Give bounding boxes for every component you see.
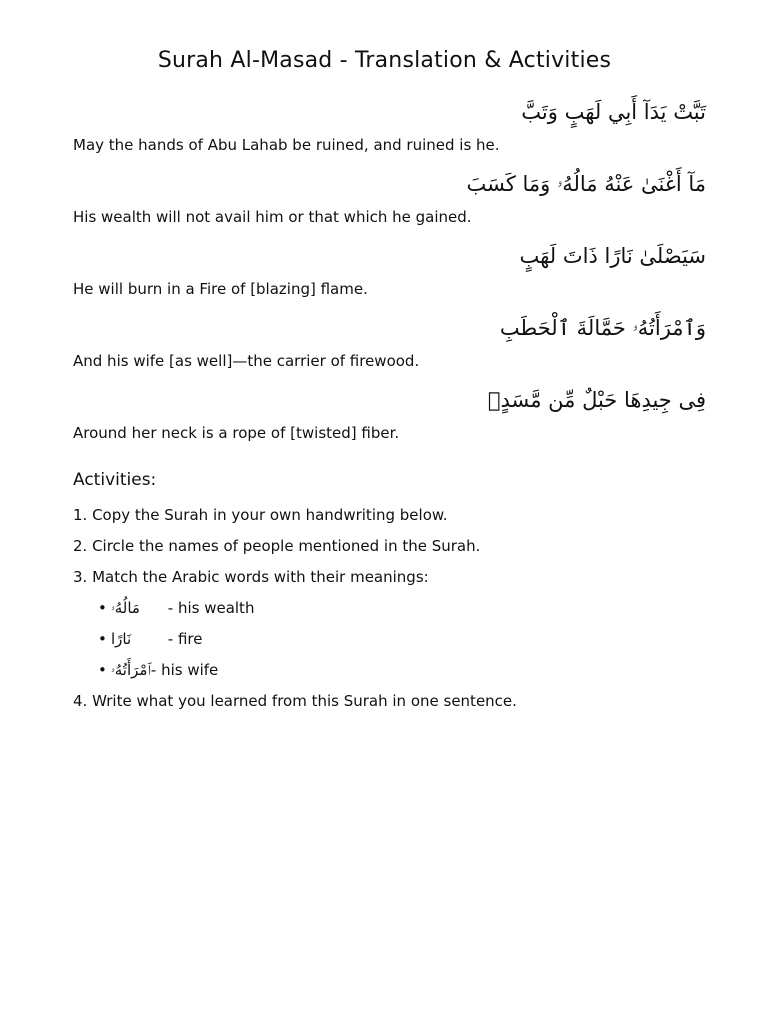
verse-translation: Around her neck is a rope of [twisted] fiber.	[73, 424, 400, 442]
match-meaning: - his wife	[150, 661, 219, 679]
verse-translation: And his wife [as well]—the carrier of firewood.	[73, 352, 420, 370]
match-list	[98, 598, 704, 680]
match-meaning: - his wealth	[163, 599, 255, 617]
activity-2: 2. Circle the names of people mentioned in the Surah.	[73, 537, 481, 555]
match-item-wife	[98, 660, 704, 680]
bullet: •	[98, 661, 107, 679]
verse-list	[73, 97, 704, 443]
verse-translation: May the hands of Abu Lahab be ruined, and ruined is he.	[73, 136, 500, 154]
match-item-wealth	[98, 598, 704, 618]
verse-arabic: فِى جِيدِهَا حَبْلٌ مِّن مَّسَدٍۭ	[487, 388, 706, 412]
match-meaning: - fire	[163, 630, 203, 648]
page-title: Surah Al-Masad - Translation & Activities	[157, 48, 612, 73]
verse-arabic: وَٱمْرَأَتُهُۥ حَمَّالَةَ ٱلْحَطَبِ	[499, 316, 706, 340]
match-item-fire	[98, 629, 704, 649]
verse-2	[73, 169, 704, 227]
verse-1	[73, 97, 704, 155]
match-arabic-word: ٱمْرَأَتُهُۥ	[111, 661, 151, 679]
verse-arabic: مَآ أَغْنَىٰ عَنْهُ مَالُهُۥ وَمَا كَسَبَ	[466, 172, 706, 196]
verse-4	[73, 313, 704, 371]
activities-heading: Activities:	[73, 470, 157, 490]
activity-3: 3. Match the Arabic words with their meanings:	[73, 568, 429, 586]
verse-translation: He will burn in a Fire of [blazing] flame.	[73, 280, 368, 298]
activity-1: 1. Copy the Surah in your own handwriting below.	[73, 506, 448, 524]
bullet: •	[98, 630, 107, 648]
bullet: •	[98, 599, 107, 617]
verse-5	[73, 385, 704, 443]
verse-translation: His wealth will not avail him or that which he gained.	[73, 208, 472, 226]
activity-4: 4. Write what you learned from this Surah in one sentence.	[73, 692, 517, 710]
match-arabic-word: مَالُهُۥ	[111, 599, 140, 617]
verse-arabic: تَبَّتْ يَدَآ أَبِي لَهَبٍ وَتَبَّ	[521, 100, 706, 124]
verse-3	[73, 241, 704, 299]
match-arabic-word: نَارًا	[111, 630, 132, 648]
verse-arabic: سَيَصْلَىٰ نَارًا ذَاتَ لَهَبٍ	[519, 244, 706, 268]
